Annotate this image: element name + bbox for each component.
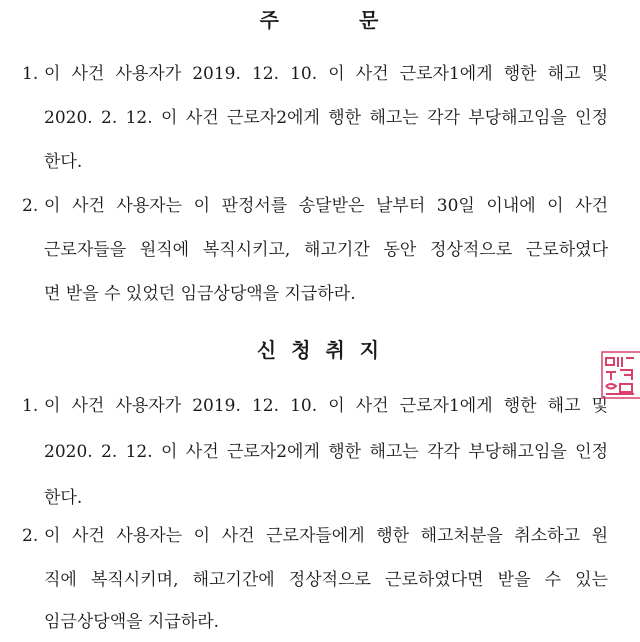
order-item-line: 이 사건 사용자는 이 판정서를 송달받은 날부터 30일 이내에 이 사건 [44,196,608,216]
order-item-number: 2. [22,196,39,216]
seal-stamp-icon [598,350,640,400]
claim-item-line: 직에 복직시키며, 해고기간에 정상적으로 근로하였다면 받을 수 있는 [44,570,608,590]
claim-item-line: 이 사건 사용자는 이 사건 근로자들에게 행한 해고처분을 취소하고 원 [44,526,608,546]
claim-item-line: 2020. 2. 12. 이 사건 근로자2에게 행한 해고는 각각 부당해고임을 인정 [44,442,608,462]
order-item-line: 2020. 2. 12. 이 사건 근로자2에게 행한 해고는 각각 부당해고임을 인정 [44,108,608,128]
order-heading [0,4,640,33]
order-item-line: 근로자들을 원직에 복직시키고, 해고기간 동안 정상적으로 근로하였다 [44,240,608,260]
claim-item-line: 한다. [44,488,83,508]
order-heading-char-1: 주 [259,8,281,32]
claim-item-line: 이 사건 사용자가 2019. 12. 10. 이 사건 근로자1에게 행한 해고 및 [44,396,608,416]
order-item-line: 면 받을 수 있었던 임금상당액을 지급하라. [44,284,356,304]
claim-heading: 신 청 취 지 [256,338,384,362]
order-heading-char-2: 문 [359,8,381,32]
order-item-line: 이 사건 사용자가 2019. 12. 10. 이 사건 근로자1에게 행한 해고 및 [44,64,608,84]
claim-item-number: 2. [22,526,39,546]
order-item-number: 1. [22,64,39,84]
claim-item-number: 1. [22,396,39,416]
claim-item-line: 임금상당액을 지급하라. [44,612,220,632]
order-item-line: 한다. [44,152,83,172]
